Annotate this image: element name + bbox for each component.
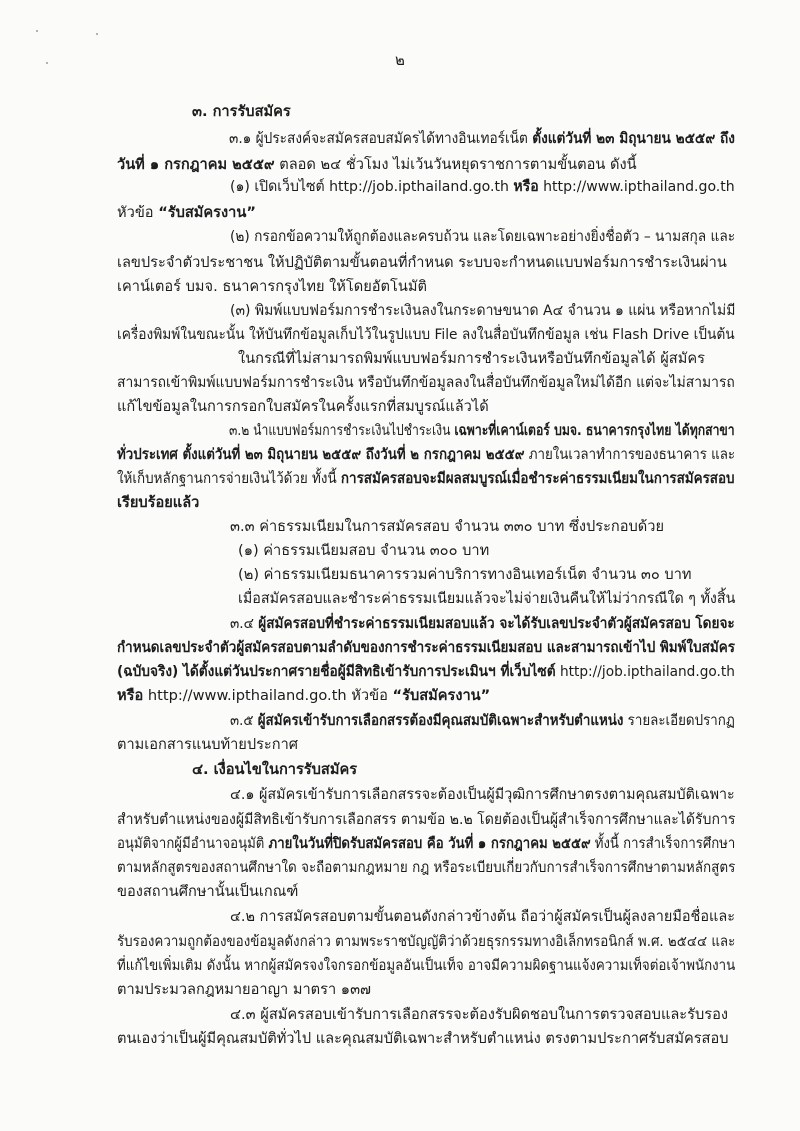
paragraph-3-2-line-3: ให้เก็บหลักฐานการจ่ายเงินไว้ด้วย ทั้งนี้ การสมัครสอบจะมีผลสมบูรณ์เมื่อชำระค่าธรรมเนียมในการสมัครสอบ	[117, 470, 735, 487]
paragraph-3-2-line-2: ทั่วประเทศ ตั้งแต่วันที่ ๒๓ มิถุนายน ๒๕๕๙ ถึงวันที่ ๒ กรกฎาคม ๒๕๕๙ ภายในเวลาทำการของธนาคาร และ	[117, 446, 736, 463]
paragraph-4-2-line-1: ๔.๒ การสมัครสอบตามขั้นตอนดังกล่าวข้างต้น ถือว่าผู้สมัครเป็นผู้ลงลายมือชื่อและ	[230, 908, 735, 925]
paragraph-3-5-line-2: ตามเอกสารแนบท้ายประกาศ	[117, 736, 299, 753]
fee-item-1: (๑) ค่าธรรมเนียมสอบ จำนวน ๓๐๐ บาท	[238, 542, 490, 559]
step-3-line-4: สามารถเข้าพิมพ์แบบฟอร์มการชำระเงิน หรือบันทึกข้อมูลลงในสื่อบันทึกข้อมูลใหม่ได้อีก แต่จะไม่สามารถ	[117, 374, 735, 391]
paragraph-3-1-line-1: ๓.๑ ผู้ประสงค์จะสมัครสอบสมัครได้ทางอินเทอร์เน็ต ตั้งแต่วันที่ ๒๓ มิถุนายน ๒๕๕๙ ถึง	[229, 130, 735, 147]
page-number: ๒	[395, 51, 405, 69]
step-2-line-2: เลขประจำตัวประชาชน ให้ปฏิบัติตามขั้นตอนที่กำหนด ระบบจะกำหนดแบบฟอร์มการชำระเงินผ่าน	[117, 254, 727, 271]
step-3-line-2: เครื่องพิมพ์ในขณะนั้น ให้บันทึกข้อมูลเก็บไว้ในรูปแบบ File ลงในสื่อบันทึกข้อมูล เช่น Flash Drive เป็นต้น	[117, 326, 735, 343]
fee-item-2: (๒) ค่าธรรมเนียมธนาคารรวมค่าบริการทางอินเทอร์เน็ต จำนวน ๓๐ บาท	[238, 566, 692, 583]
paragraph-3-2-line-4: เรียบร้อยแล้ว	[117, 494, 200, 511]
step-2-line-1: (๒) กรอกข้อความให้ถูกต้องและครบถ้วน และโดยเฉพาะอย่างยิ่งชื่อตัว – นามสกุล และ	[230, 228, 736, 245]
paragraph-4-3-line-1: ๔.๓ ผู้สมัครสอบเข้ารับการเลือกสรรจะต้องรับผิดชอบในการตรวจสอบและรับรอง	[230, 1006, 728, 1023]
paragraph-4-2-line-3: ที่แก้ไขเพิ่มเติม ดังนั้น หากผู้สมัครจงใจกรอกข้อมูลอันเป็นเท็จ อาจมีความผิดฐานแจ้งความเท็จต่อเจ้าพนักงาน	[117, 957, 736, 974]
section-3-heading: ๓. การรับสมัคร	[192, 103, 291, 120]
scan-speck	[96, 33, 98, 35]
paragraph-4-1-line-3: อนุมัติจากผู้มีอำนาจอนุมัติ ภายในวันที่ปิดรับสมัครสอบ คือ วันที่ ๑ กรกฎาคม ๒๕๕๙ ทั้งนี้ การสำเร็จการศึกษา	[117, 835, 736, 852]
step-1-line-1: (๑) เปิดเว็บไซต์ http://job.ipthailand.go.th หรือ http://www.ipthailand.go.th	[230, 178, 735, 195]
paragraph-4-1-line-5: ของสถานศึกษานั้นเป็นเกณฑ์	[117, 883, 299, 900]
paragraph-3-5-line-1: ๓.๕ ผู้สมัครเข้ารับการเลือกสรรต้องมีคุณสมบัติเฉพาะสำหรับตำแหน่ง รายละเอียดปรากฏ	[230, 712, 735, 729]
section-4-heading: ๔. เงื่อนไขในการรับสมัคร	[192, 761, 358, 778]
step-2-line-3: เคาน์เตอร์ บมจ. ธนาคารกรุงไทย ให้โดยอัตโนมัติ	[117, 278, 427, 295]
paragraph-4-1-line-1: ๔.๑ ผู้สมัครเข้ารับการเลือกสรรจะต้องเป็นผู้มีวุฒิการศึกษาตรงตามคุณสมบัติเฉพาะ	[230, 786, 735, 803]
paragraph-3-4-line-4: หรือ http://www.ipthailand.go.th หัวข้อ “รับสมัครงาน”	[117, 687, 491, 704]
paragraph-4-2-line-2: รับรองความถูกต้องของข้อมูลดังกล่าว ตามพระราชบัญญัติว่าด้วยธุรกรรมทางอิเล็กทรอนิกส์ พ.ศ. ๒๕๔๔ และ	[117, 933, 736, 950]
paragraph-4-1-line-2: สำหรับตำแหน่งของผู้มีสิทธิเข้ารับการเลือกสรร ตามข้อ ๒.๒ โดยต้องเป็นผู้สำเร็จการศึกษาและได้รับการ	[117, 811, 736, 828]
scan-speck	[36, 30, 38, 32]
paragraph-3-3-line-1: ๓.๓ ค่าธรรมเนียมในการสมัครสอบ จำนวน ๓๓๐ บาท ซึ่งประกอบด้วย	[230, 518, 665, 535]
paragraph-4-1-line-4: ตามหลักสูตรของสถานศึกษาใด จะถือตามกฎหมาย กฎ หรือระเบียบเกี่ยวกับการสำเร็จการศึกษาตามหลักสูตร	[117, 859, 736, 876]
paragraph-4-2-line-4: ตามประมวลกฎหมายอาญา มาตรา ๑๓๗	[117, 981, 372, 998]
fee-refund-note: เมื่อสมัครสอบและชำระค่าธรรมเนียมแล้วจะไม่จ่ายเงินคืนให้ไม่ว่ากรณีใด ๆ ทั้งสิ้น	[238, 590, 736, 607]
step-3-line-3: ในกรณีที่ไม่สามารถพิมพ์แบบฟอร์มการชำระเงินหรือบันทึกข้อมูลได้ ผู้สมัคร	[238, 350, 705, 367]
step-3-line-5: แก้ไขข้อมูลในการกรอกใบสมัครในครั้งแรกที่สมบูรณ์แล้วได้	[117, 398, 489, 415]
paragraph-4-3-line-2: ตนเองว่าเป็นผู้มีคุณสมบัติทั่วไป และคุณสมบัติเฉพาะสำหรับตำแหน่ง ตรงตามประกาศรับสมัครสอบ	[117, 1030, 729, 1047]
step-1-line-2: หัวข้อ “รับสมัครงาน”	[117, 204, 256, 221]
paragraph-3-4-line-2: กำหนดเลขประจำตัวผู้สมัครสอบตามลำดับของการชำระค่าธรรมเนียมสอบ และสามารถเข้าไป พิมพ์ใบสมัคร	[117, 639, 735, 656]
paragraph-3-4-line-3: (ฉบับจริง) ได้ตั้งแต่วันประกาศรายชื่อผู้มีสิทธิเข้ารับการประเมินฯ ที่เว็บไซต์ http://job.ipthailand.go.th	[117, 663, 735, 680]
step-3-line-1: (๓) พิมพ์แบบฟอร์มการชำระเงินลงในกระดาษขนาด A๔ จำนวน ๑ แผ่น หรือหากไม่มี	[230, 302, 736, 319]
paragraph-3-4-line-1: ๓.๔ ผู้สมัครสอบที่ชำระค่าธรรมเนียมสอบแล้ว จะได้รับเลขประจำตัวผู้สมัครสอบ โดยจะ	[230, 615, 735, 632]
paragraph-3-2-line-1: ๓.๒ นำแบบฟอร์มการชำระเงินไปชำระเงิน เฉพาะที่เคาน์เตอร์ บมจ. ธนาคารกรุงไทย ได้ทุกสาขา	[229, 422, 735, 439]
paragraph-3-1-line-2: วันที่ ๑ กรกฎาคม ๒๕๕๙ ตลอด ๒๔ ชั่วโมง ไม่เว้นวันหยุดราชการตามขั้นตอน ดังนี้	[117, 156, 637, 173]
